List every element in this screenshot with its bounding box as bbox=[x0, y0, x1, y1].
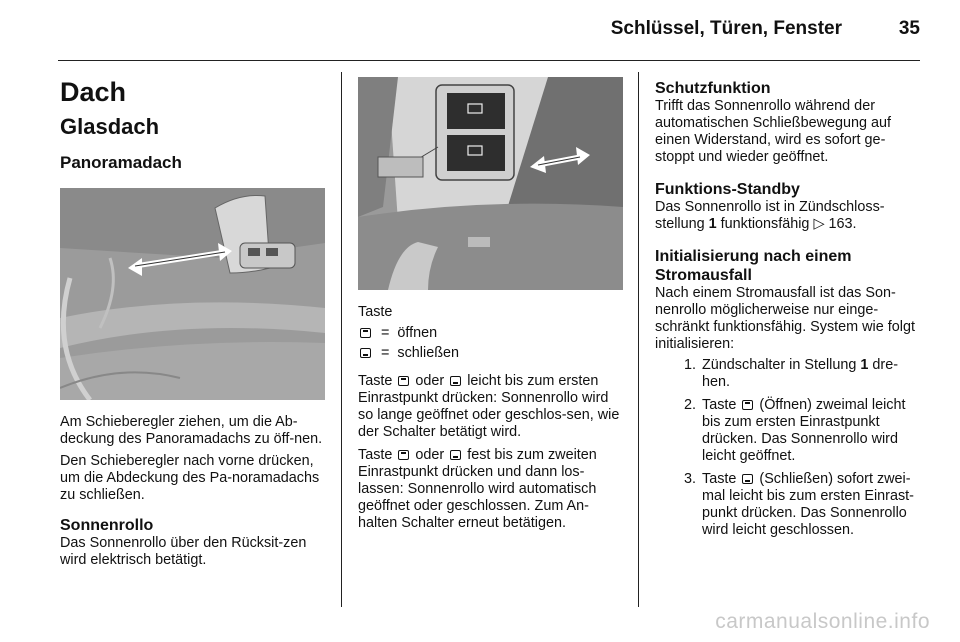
standby-page-ref[interactable]: 163. bbox=[828, 216, 857, 232]
paragraph-second-detent bbox=[358, 447, 623, 532]
step1-bold: 1 bbox=[860, 357, 869, 373]
subsection-heading-glasdach: Glasdach bbox=[60, 114, 160, 139]
legend-equals: = bbox=[381, 345, 390, 361]
panorama-roof-illustration bbox=[60, 188, 325, 400]
step1-pre: Zündschalter in Stellung bbox=[702, 357, 857, 373]
section-heading-dach: Dach bbox=[60, 77, 127, 107]
watermark: carmanualsonline.info bbox=[715, 610, 930, 633]
paragraph-push-slider: Den Schieberegler nach vorne drücken, um die Abdeckung des Pa-noramadachs zu schließen. bbox=[60, 453, 320, 503]
heading-panoramadach: Panoramadach bbox=[60, 153, 182, 172]
p1-pre: Taste bbox=[358, 373, 393, 389]
sunshade-switch-illustration bbox=[358, 77, 623, 290]
heading-initialisierung: Initialisierung nach einem Stromausfall bbox=[655, 248, 852, 284]
paragraph-pull-slider: Am Schieberegler ziehen, um die Ab-deckung des Panoramadachs zu öff-nen. bbox=[60, 414, 323, 447]
standby-pre: Das Sonnenrollo ist in Zündschloss-stellung bbox=[655, 199, 885, 232]
close-button-icon bbox=[450, 450, 461, 460]
p1-post: leicht bis zum ersten Einrastpunkt drücken: Sonnenrollo wird so lange geöffnet oder geschlos-sen, wie der Schalter betätigt wird. bbox=[358, 373, 620, 440]
legend-equals: = bbox=[381, 325, 390, 341]
page-reference-arrow-icon: ▷ bbox=[813, 216, 825, 232]
middle-column bbox=[358, 77, 623, 532]
taste-label: Taste bbox=[358, 304, 393, 320]
left-column bbox=[60, 70, 325, 569]
close-button-icon bbox=[450, 376, 461, 386]
list-item bbox=[700, 471, 923, 539]
paragraph-schutzfunktion: Trifft das Sonnenrollo während der automatischen Schließbewegung auf einen Widerstand, wird es sofort ge-stoppt und wieder geöffnet. bbox=[655, 98, 891, 165]
list-item bbox=[700, 357, 923, 391]
page-number: 35 bbox=[898, 18, 920, 39]
legend-row-close bbox=[358, 343, 623, 363]
step3-pre: Taste bbox=[702, 471, 737, 487]
standby-bold: 1 bbox=[708, 216, 717, 232]
initialization-steps bbox=[655, 357, 923, 539]
step2-pre: Taste bbox=[702, 397, 737, 413]
p2-post: fest bis zum zweiten Einrastpunkt drücken und dann los-lassen: Sonnenrollo wird automatisch geöffnet oder geschlossen. Zum An-halten Schalter erneut betätigen. bbox=[358, 447, 597, 531]
list-item bbox=[700, 397, 923, 465]
open-button-icon bbox=[398, 450, 409, 460]
close-button-icon bbox=[360, 348, 371, 358]
right-column bbox=[655, 79, 923, 545]
paragraph-initialisierung: Nach einem Stromausfall ist das Son-nenrollo möglicherweise nur einge-schränkt funktionsfähig. System wie folgt initialisieren: bbox=[655, 285, 915, 352]
close-button-icon bbox=[742, 474, 753, 484]
button-legend bbox=[358, 323, 623, 363]
heading-funktions-standby: Funktions-Standby bbox=[655, 181, 800, 198]
open-button-icon bbox=[360, 328, 371, 338]
step1-post: dre-hen. bbox=[702, 357, 898, 390]
paragraph-first-detent bbox=[358, 373, 623, 441]
standby-post: funktionsfähig bbox=[720, 216, 810, 232]
column-divider-1 bbox=[341, 72, 342, 607]
heading-schutzfunktion: Schutzfunktion bbox=[655, 80, 771, 97]
running-header-title: Schlüssel, Türen, Fenster bbox=[610, 18, 842, 39]
p2-mid: oder bbox=[415, 447, 445, 463]
column-divider-2 bbox=[638, 72, 639, 607]
legend-open-text: öffnen bbox=[397, 325, 438, 341]
p1-mid: oder bbox=[415, 373, 445, 389]
legend-row-open bbox=[358, 323, 623, 343]
legend-close-text: schließen bbox=[397, 345, 459, 361]
p2-pre: Taste bbox=[358, 447, 393, 463]
open-button-icon bbox=[742, 400, 753, 410]
open-button-icon bbox=[398, 376, 409, 386]
step3-post: (Schließen) sofort zwei-mal leicht bis zum ersten Einrast-punkt drücken. Das Sonnenrollo wird leicht geschlossen. bbox=[702, 471, 914, 538]
paragraph-funktions-standby bbox=[655, 199, 923, 233]
header-rule bbox=[58, 60, 920, 61]
heading-sonnenrollo: Sonnenrollo bbox=[60, 517, 154, 534]
step2-post: (Öffnen) zweimal leicht bis zum ersten Einrastpunkt drücken. Das Sonnenrollo wird leicht geöffnet. bbox=[702, 397, 906, 464]
paragraph-sonnenrollo: Das Sonnenrollo über den Rücksit-zen wird elektrisch betätigt. bbox=[60, 535, 307, 568]
